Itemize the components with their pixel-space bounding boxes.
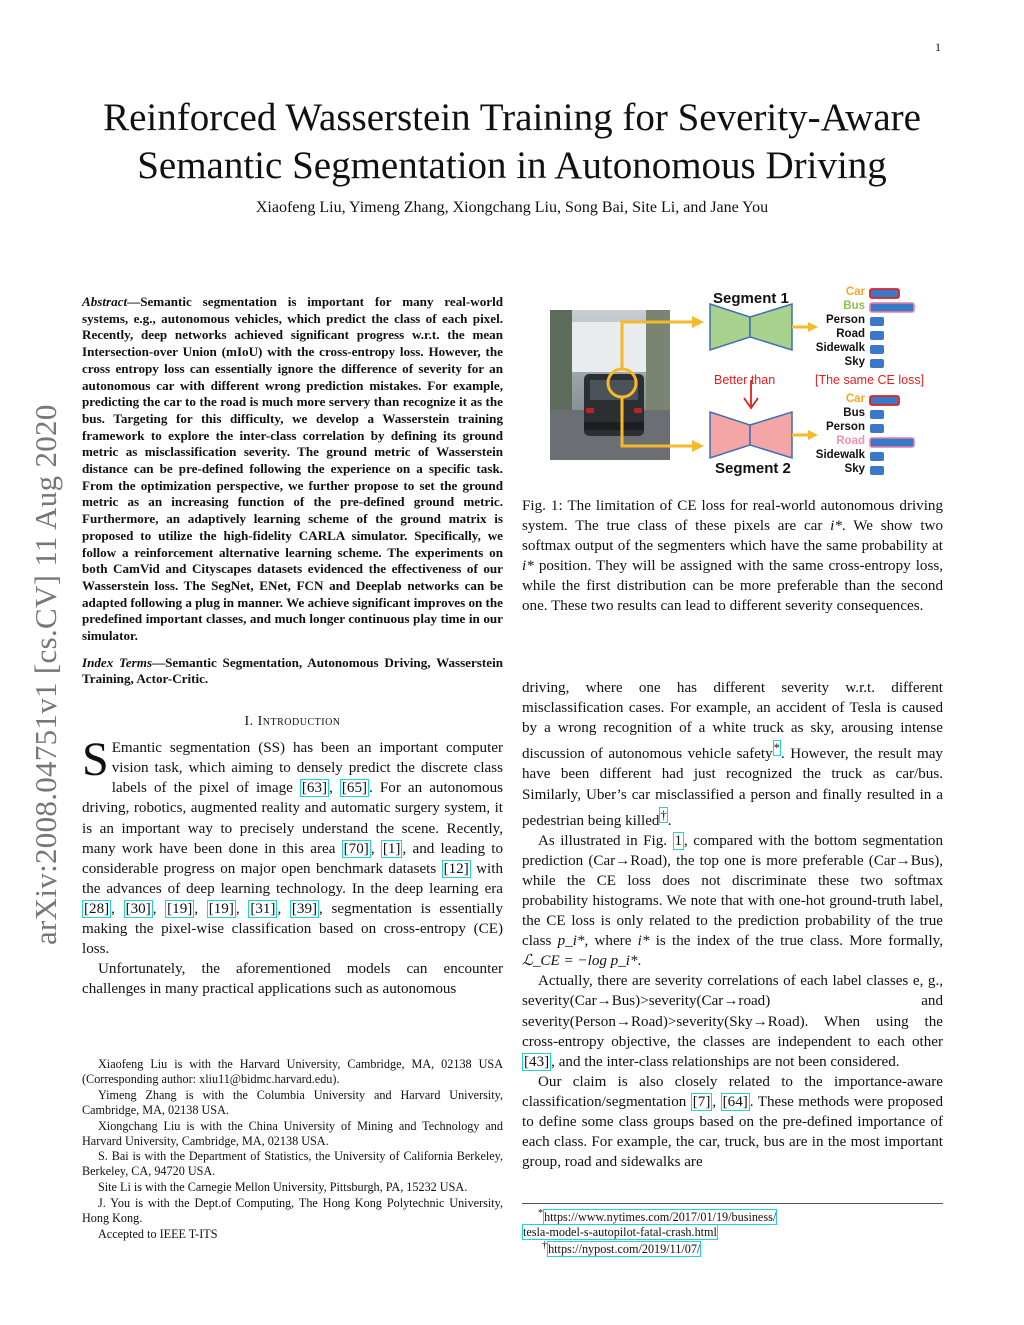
citation-separator: , [712,1093,721,1110]
footnote-url-link[interactable]: tesla-model-s-autopilot-fatal-crash.html [523,1224,717,1239]
url-footnotes [522,1203,943,1257]
footnote-2 [522,1239,943,1257]
figure-1 [522,282,943,482]
right-paragraph-3 [522,971,943,1071]
math-istar: i* [522,558,534,575]
bar-sky [870,466,884,475]
better-than-label: Better than [714,373,776,387]
footnote: Xiaofeng Liu is with the Harvard University, Cambridge, MA, 02138 USA (Corresponding author: xliu11@bidmc.harvard.edu). [82,1057,503,1086]
bar-person [870,424,884,433]
citation-separator: , [111,900,124,917]
citation-link[interactable]: [64] [722,1093,748,1110]
citation-link[interactable]: [31] [250,900,276,917]
section-heading-introduction: I. Introduction [244,714,341,730]
intro-paragraph-1 [82,733,504,959]
bar-sky [870,359,884,368]
math-ce-loss: ℒ_CE = −log p_i* [522,953,638,970]
bar-road [870,331,884,340]
body-text: driving, where one has different severity w.r.t. different misclassification cases. For example, an accident of Tesla is caused by a wrong recognition of a white truck as sky, arousing intense discussion of autonomous vehicle safety [522,680,943,763]
bar-bus [870,410,884,419]
body-text: , compared with the bottom segmentation prediction (Car→Road), the top one is more preferable (Car→Bus), while the CE loss does not discriminate these two softmax probability histograms. We note that with one-hot ground-truth label, the CE loss is only related to the prediction probability of the true class [522,832,943,950]
caption-text: . We show two softmax output of the segmenters which have the same probability at [522,518,943,555]
index-terms [82,655,503,688]
segment1-class-labels [792,285,865,369]
footnote-1 [522,1207,943,1225]
intro-text: , segmentation is essentially making the pixel-wise classification based on cross-entropy (CE) loss. [82,900,504,958]
class-label-sidewalk: Sidewalk [815,342,865,354]
street-scene-photo [550,310,670,460]
footnote: Site Li is with the Carnegie Mellon University, Pittsburgh, PA, 15232 USA. [98,1180,468,1195]
body-text: . These methods were proposed to define some class groups based on the pre-defined importance of each class. For example, the car, truck, bus are in the most important group, road and sidewalks are [522,1093,943,1171]
class-label-bus: Bus [843,407,865,419]
caption-text: The limitation of CE loss for real-world autonomous driving system. The true class of these pixels are car [522,498,943,535]
body-text: is the index of the true class. More formally, [649,933,943,950]
right-paragraph-1 [522,678,943,831]
citation-link[interactable]: [28] [84,900,110,917]
citation-separator: , [329,780,340,797]
class-label-car: Car [845,286,865,298]
citation-link[interactable]: [63] [301,780,328,797]
arxiv-stamp: arXiv:2008.04751v1 [cs.CV] 11 Aug 2020 [28,404,63,945]
footnote: S. Bai is with the Department of Statistics, the University of California Berkeley, Berkeley, CA, 94720 USA. [82,1149,503,1179]
figure-ref-link[interactable]: 1 [674,832,683,849]
segment1-encoder [710,304,750,350]
class-label-person: Person [826,314,865,326]
segment2-class-labels [792,392,865,476]
bar-person [870,317,884,326]
bar-road [870,438,914,447]
caption-text: position. They will be assigned with the same cross-entropy loss, while the first distribution can be more preferable than the second one. These two results can lead to different severity consequences. [522,558,943,615]
intro-text: , and leading to considerable progress on major open benchmark datasets [82,840,503,877]
bar-car [870,289,899,298]
class-label-sky: Sky [844,463,865,475]
arrowhead-icon [692,316,704,328]
citation-link[interactable]: [12] [443,860,469,877]
abstract-lead: Abstract [82,294,128,309]
math-istar: i* [830,518,842,535]
abstract-text: —Semantic segmentation is important for many real-world systems, e.g., autonomous vehicles, which predict the class of each pixel. Recently, deep networks achieved significant progress w.r.t. the mean Intersection-over Union (mIoU) with the cross-entropy loss. However, the cross entropy loss can essentially ignore the difference of severity for an autonomous car with different wrong prediction mistakes. For example, predicting the car to the road is much more servery than recognize it as the bus. Targeting for this difficulty, we develop a Wasserstein training framework to explore the inter-class correlation by defining its ground metric as misclassification severity. The ground metric of Wasserstein distance can be pre-defined following the experience on a specific task. From the optimization perspective, we further propose to set the ground metric as an increasing function of the pre-defined ground metric. Furthermore, an adaptively learning scheme of the ground matrix is proposed to utilize the high-fidelity CARLA simulator. Specifically, we follow a reinforcement alternative learning scheme. The experiments on both CamVid and Cityscapes datasets evidenced the effectiveness of our Wasserstein loss. The SegNet, ENet, FCN and Deeplab networks can be adapted following a plug in manner. We achieve significant improves on the predefined important classes, and much longer continuous play time in our simulator. [82,294,503,644]
bar-sidewalk [870,452,884,461]
body-text: Actually, there are severity correlations of each label classes e, g., severity(Car→Bus)>severity(Car→road) and severity(Person→Road)>severity(Sky→Road). When using the cross-entropy objective, the classes are independent to each other [522,973,943,1050]
citation-separator: , [235,900,249,917]
index-terms-text: —Semantic Segmentation, Autonomous Driving, Wasserstein Training, Actor-Critic. [82,654,503,687]
citation-link[interactable]: [7] [692,1093,711,1110]
page-number: 1 [935,40,941,54]
body-text: Our claim is also closely related to the importance-aware classification/segmentation [522,1073,943,1110]
intro-text: Emantic segmentation (SS) has been an important computer vision task, which aiming to densely predict the discrete class labels of the pixel of image [111,740,503,797]
intro-text: . For an autonomous driving, robotics, augmented reality and automatic surgery system, it is an important way to precisely understand the scene. Recently, many work have been done in this area [82,780,504,857]
body-text: . However, the result may have been different had just recognized the truck as car/bus. Similarly, Uber’s car misclassified a person and finally resulted in a pedestrian being killed [522,746,943,829]
body-text: , and the inter-class relationships are not been considered. [551,1053,900,1070]
footnote: Xiongchang Liu is with the China University of Mining and Technology and Harvard University, Cambridge, MA, 02138 USA. [82,1118,503,1148]
segment2-decoder [750,412,792,458]
right-paragraph-2 [522,831,943,972]
footnote-link[interactable]: * [773,741,780,756]
citation-link[interactable]: [65] [341,780,368,797]
footnote-mark: * [538,1208,544,1219]
class-label-sidewalk: Sidewalk [815,449,865,461]
index-terms-lead: Index Terms [82,654,153,670]
segment2-softmax-bars [870,396,914,475]
body-text: , where [584,933,638,950]
citation-link[interactable]: [39] [291,900,318,917]
footnote-mark: † [542,1240,548,1252]
same-ce-loss-label: [The same CE loss] [815,373,925,387]
citation-link[interactable]: [1] [382,840,401,857]
footnote: Yimeng Zhang is with the Columbia University and Harvard University, Cambridge, MA, 02138 USA. [82,1087,503,1117]
footnote: J. You is with the Dept.of Computing, The Hong Kong Polytechnic University, Hong Kong. [82,1196,503,1226]
intro-paragraph-2: Unfortunately, the aforementioned models can encounter challenges in many practical applications such as autonomous [82,961,503,998]
segment2-label: Segment 2 [715,460,791,477]
abstract [82,294,503,645]
right-paragraph-4 [522,1072,943,1172]
body-text: . [667,812,672,829]
segment2-encoder [710,412,750,458]
class-label-bus: Bus [843,300,865,312]
footnote-url-link[interactable]: https://www.nytimes.com/2017/01/19/business/ [544,1210,777,1225]
segment1-softmax-bars [870,289,914,368]
class-label-person: Person [826,421,865,433]
citation-link[interactable]: [43] [524,1053,550,1070]
segment1-decoder [750,304,792,350]
citation-link[interactable]: [70] [343,840,369,857]
footnote-1-cont [522,1225,943,1240]
intro-text: with the advances of deep learning technology. In the deep learning era [82,860,503,897]
author-footnotes [82,1057,503,1243]
figure-1-caption [522,496,943,617]
arrowhead-icon [692,440,704,452]
footnote: Accepted to IEEE T-ITS [98,1226,218,1241]
body-text: As illustrated in Fig. [538,832,673,849]
math-p-istar: p_i* [557,933,585,950]
paper-title [60,94,964,190]
class-label-car: Car [845,393,865,405]
citation-separator: , [152,900,166,917]
class-label-sky: Sky [844,356,865,368]
citation-link[interactable]: [30] [125,900,151,917]
class-label-road: Road [836,328,865,340]
footnote-url-link[interactable]: https://nypost.com/2019/11/07/ [548,1242,701,1257]
footnote-link[interactable]: † [660,807,667,822]
right-column-body [522,678,943,1172]
bar-sidewalk [870,345,884,354]
citation-separator: , [370,840,381,857]
bar-bus [870,303,914,312]
segment1-label: Segment 1 [713,290,789,307]
left-column [82,294,503,999]
class-label-road: Road [836,435,865,447]
caption-label: Fig. 1: [522,498,563,514]
author-list: Xiaofeng Liu, Yimeng Zhang, Xiongchang Liu, Song Bai, Site Li, and Jane You [255,199,769,216]
citation-link[interactable]: [19] [167,900,193,917]
math-istar: i* [637,933,650,950]
title-line-2: Semantic Segmentation in Autonomous Driving [137,144,887,187]
drop-cap: S [82,733,109,787]
body-text: . [637,953,642,970]
citation-separator: , [277,900,290,917]
citation-separator: , [194,900,207,917]
title-line-1: Reinforced Wasserstein Training for Severity-Aware [103,96,921,139]
bar-car [870,396,899,405]
citation-link[interactable]: [19] [208,900,234,917]
